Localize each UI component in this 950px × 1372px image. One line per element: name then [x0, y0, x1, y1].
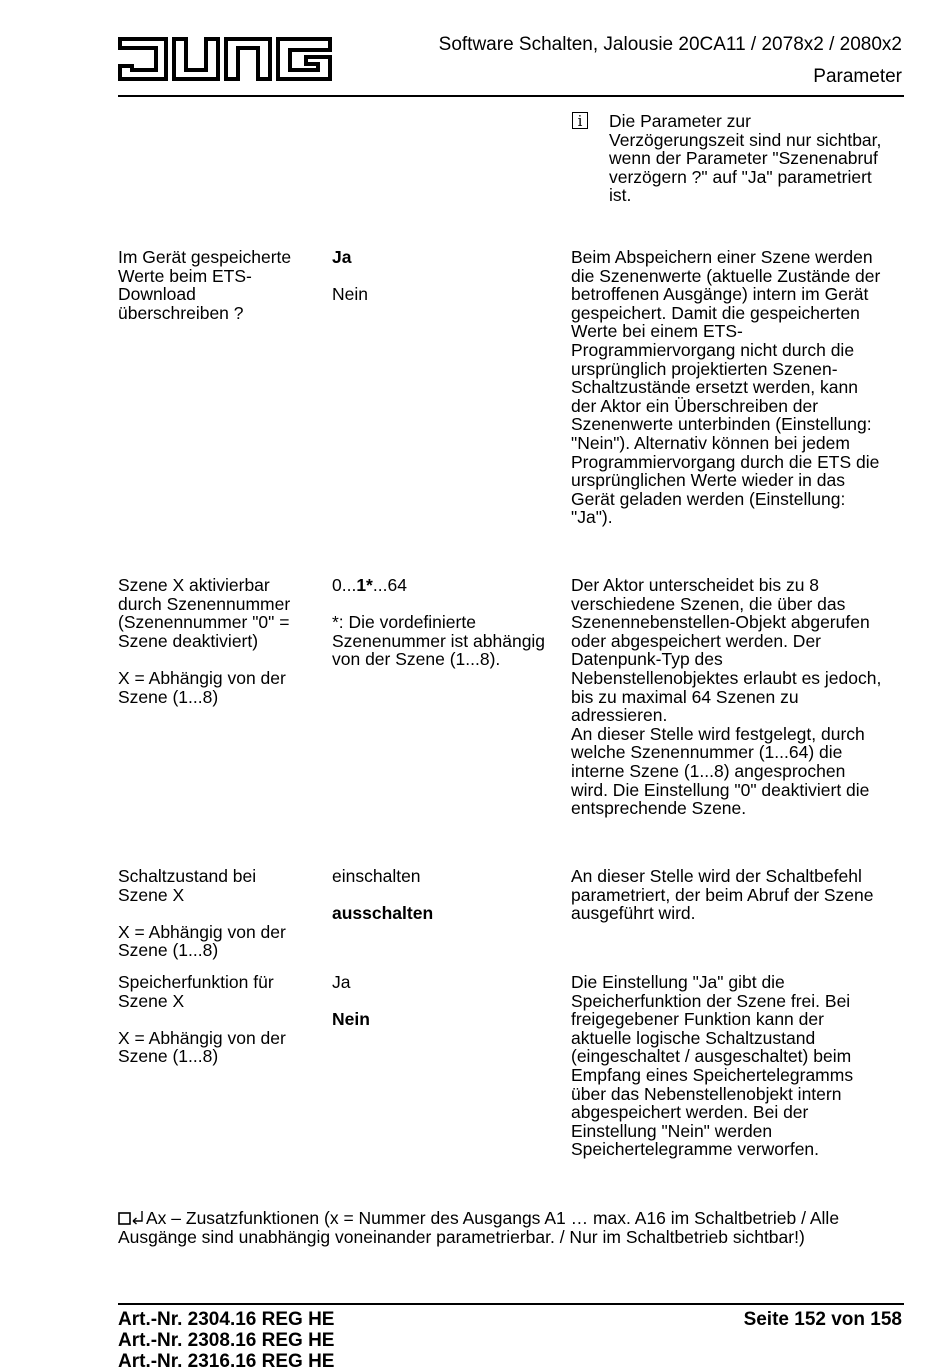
option-note: von der Szene (1...8).	[332, 649, 501, 670]
param-name-line: Szene deaktiviert)	[118, 630, 259, 651]
jung-logo	[118, 33, 333, 85]
desc-line: ursprünglichen Werte wieder in das	[571, 470, 845, 491]
param-description	[571, 867, 874, 923]
desc-line: Szenennebenstellen-Objekt abgerufen	[571, 612, 870, 633]
param-name-line: durch Szenennummer	[118, 593, 291, 614]
desc-line: aktuelle logische Schaltzustand	[571, 1027, 816, 1048]
desc-line: die Szenenwerte (aktuelle Zustände der	[571, 265, 881, 286]
desc-line: bis zu maximal 64 Szenen zu	[571, 686, 799, 707]
desc-line: über das Nebenstellenobjekt intern	[571, 1083, 842, 1104]
param-name-line: (Szenennummer "0" =	[118, 612, 290, 633]
desc-line: parametriert, der beim Abruf der Szene	[571, 884, 874, 905]
desc-line: Speicherfunktion der Szene frei. Bei	[571, 990, 851, 1011]
param-name-line: überschreiben ?	[118, 302, 244, 323]
desc-line: entsprechende Szene.	[571, 798, 747, 819]
option-default: Ja	[332, 247, 352, 267]
option: einschalten	[332, 866, 421, 886]
option-default: ausschalten	[332, 903, 434, 924]
desc-line: Speichertelegramme verworfen.	[571, 1139, 820, 1160]
desc-line: abgespeichert werden. Bei der	[571, 1102, 809, 1123]
desc-line: gespeichert. Damit die gespeicherten	[571, 302, 860, 323]
option-note: *: Die vordefinierte	[332, 612, 476, 633]
desc-line: ursprünglich projektierten Szenen-	[571, 358, 838, 379]
option-range: 0...1*...64	[332, 575, 407, 595]
param-name-line: Szene X aktivierbar	[118, 575, 270, 595]
desc-line: ausgeführt wird.	[571, 903, 696, 924]
param-name-note: Szene (1...8)	[118, 1046, 219, 1067]
section-link-line: Ax – Zusatzfunktionen (x = Nummer des Ausgangs A1 … max. A16 im Schaltbetrieb / Alle	[146, 1208, 840, 1228]
desc-line: freigegebener Funktion kann der	[571, 1009, 824, 1030]
param-name-line: Speicherfunktion für	[118, 972, 274, 992]
desc-line: betroffenen Ausgänge) intern im Gerät	[571, 284, 869, 305]
desc-line: Der Aktor unterscheidet bis zu 8	[571, 575, 820, 595]
desc-line: "Nein"). Alternativ können bei jedem	[571, 432, 850, 453]
document-title: Software Schalten, Jalousie 20CA11 / 2078x2 / 2080x2	[438, 34, 902, 55]
desc-line: welche Szenennummer (1...64) die	[571, 742, 843, 763]
param-name-line: Szene X	[118, 884, 185, 905]
section-title: Parameter	[813, 66, 902, 87]
desc-line: Schaltzustände ersetzt werden, kann	[571, 377, 858, 398]
param-options	[332, 248, 368, 304]
desc-line: Programmiervorgang nicht durch die	[571, 339, 855, 360]
param-description	[571, 576, 881, 818]
desc-line: Beim Abspeichern einer Szene werden	[571, 247, 873, 267]
section-link	[118, 1209, 839, 1246]
footer-rule	[118, 1303, 904, 1305]
info-icon: i	[572, 112, 588, 129]
param-name	[118, 867, 286, 960]
info-note-line: ist.	[609, 185, 632, 206]
param-name-line: Szene X	[118, 990, 185, 1011]
desc-line: Die Einstellung "Ja" gibt die	[571, 972, 785, 992]
param-name-line: Im Gerät gespeicherte	[118, 247, 292, 267]
desc-line: interne Szene (1...8) angesprochen	[571, 760, 846, 781]
desc-line: "Ja").	[571, 507, 613, 528]
section-link-line: Ausgänge sind unabhängig voneinander parametrierbar. / Nur im Schaltbetrieb sichtbar!)	[118, 1226, 805, 1247]
desc-line: An dieser Stelle wird der Schaltbefehl	[571, 866, 862, 886]
param-name-note: Szene (1...8)	[118, 940, 219, 961]
article-number: Art.-Nr. 2308.16 REG HE	[118, 1330, 335, 1351]
param-name-line: Schaltzustand bei	[118, 866, 257, 886]
param-name	[118, 576, 290, 706]
param-name	[118, 973, 286, 1066]
desc-line: wird. Die Einstellung "0" deaktiviert die	[571, 779, 870, 800]
option: Ja	[332, 972, 351, 992]
desc-line: Datenpunk-Typ des	[571, 649, 723, 670]
info-note-line: Verzögerungszeit sind nur sichtbar,	[609, 129, 882, 150]
param-name-note: X = Abhängig von der	[118, 921, 286, 942]
desc-line: adressieren.	[571, 705, 668, 726]
param-options	[332, 973, 370, 1029]
desc-line: Programmiervorgang durch die ETS die	[571, 451, 880, 472]
param-name-note: X = Abhängig von der	[118, 1027, 286, 1048]
article-numbers	[118, 1309, 334, 1372]
desc-line: Szenenwerte unterbinden (Einstellung:	[571, 414, 872, 435]
desc-line: Empfang eines Speichertelegramms	[571, 1064, 854, 1085]
page-number: Seite 152 von 158	[743, 1309, 902, 1330]
option-default: Nein	[332, 1009, 370, 1030]
info-note-line: wenn der Parameter "Szenenabruf	[609, 148, 878, 169]
desc-line: An dieser Stelle wird festgelegt, durch	[571, 723, 865, 744]
param-name-note: Szene (1...8)	[118, 686, 219, 707]
param-description	[571, 248, 880, 527]
param-options	[332, 867, 433, 923]
param-name	[118, 248, 291, 322]
option: Nein	[332, 284, 368, 305]
param-options	[332, 576, 545, 669]
desc-line: der Aktor ein Überschreiben der	[571, 395, 819, 416]
param-description	[571, 973, 853, 1159]
desc-line: Einstellung "Nein" werden	[571, 1120, 773, 1141]
param-name-line: Werte beim ETS-	[118, 265, 252, 286]
desc-line: oder abgespeichert werden. Der	[571, 630, 822, 651]
article-number: Art.-Nr. 2316.16 REG HE	[118, 1351, 335, 1372]
param-name-note: X = Abhängig von der	[118, 667, 286, 688]
desc-line: Gerät geladen werden (Einstellung:	[571, 488, 846, 509]
option-note: Szenenummer ist abhängig	[332, 630, 546, 651]
desc-line: Werte bei einem ETS-	[571, 321, 743, 342]
desc-line: (eingeschaltet / ausgeschaltet) beim	[571, 1046, 852, 1067]
header-rule	[118, 95, 904, 97]
param-name-line: Download	[118, 284, 196, 305]
info-note-line: Die Parameter zur	[609, 111, 751, 131]
desc-line: Nebenstellenobjektes erlaubt es jedoch,	[571, 667, 882, 688]
info-note-line: verzögern ?" auf "Ja" parametriert	[609, 166, 872, 187]
article-number: Art.-Nr. 2304.16 REG HE	[118, 1309, 335, 1330]
desc-line: verschiedene Szenen, die über das	[571, 593, 846, 614]
info-note	[609, 112, 881, 205]
